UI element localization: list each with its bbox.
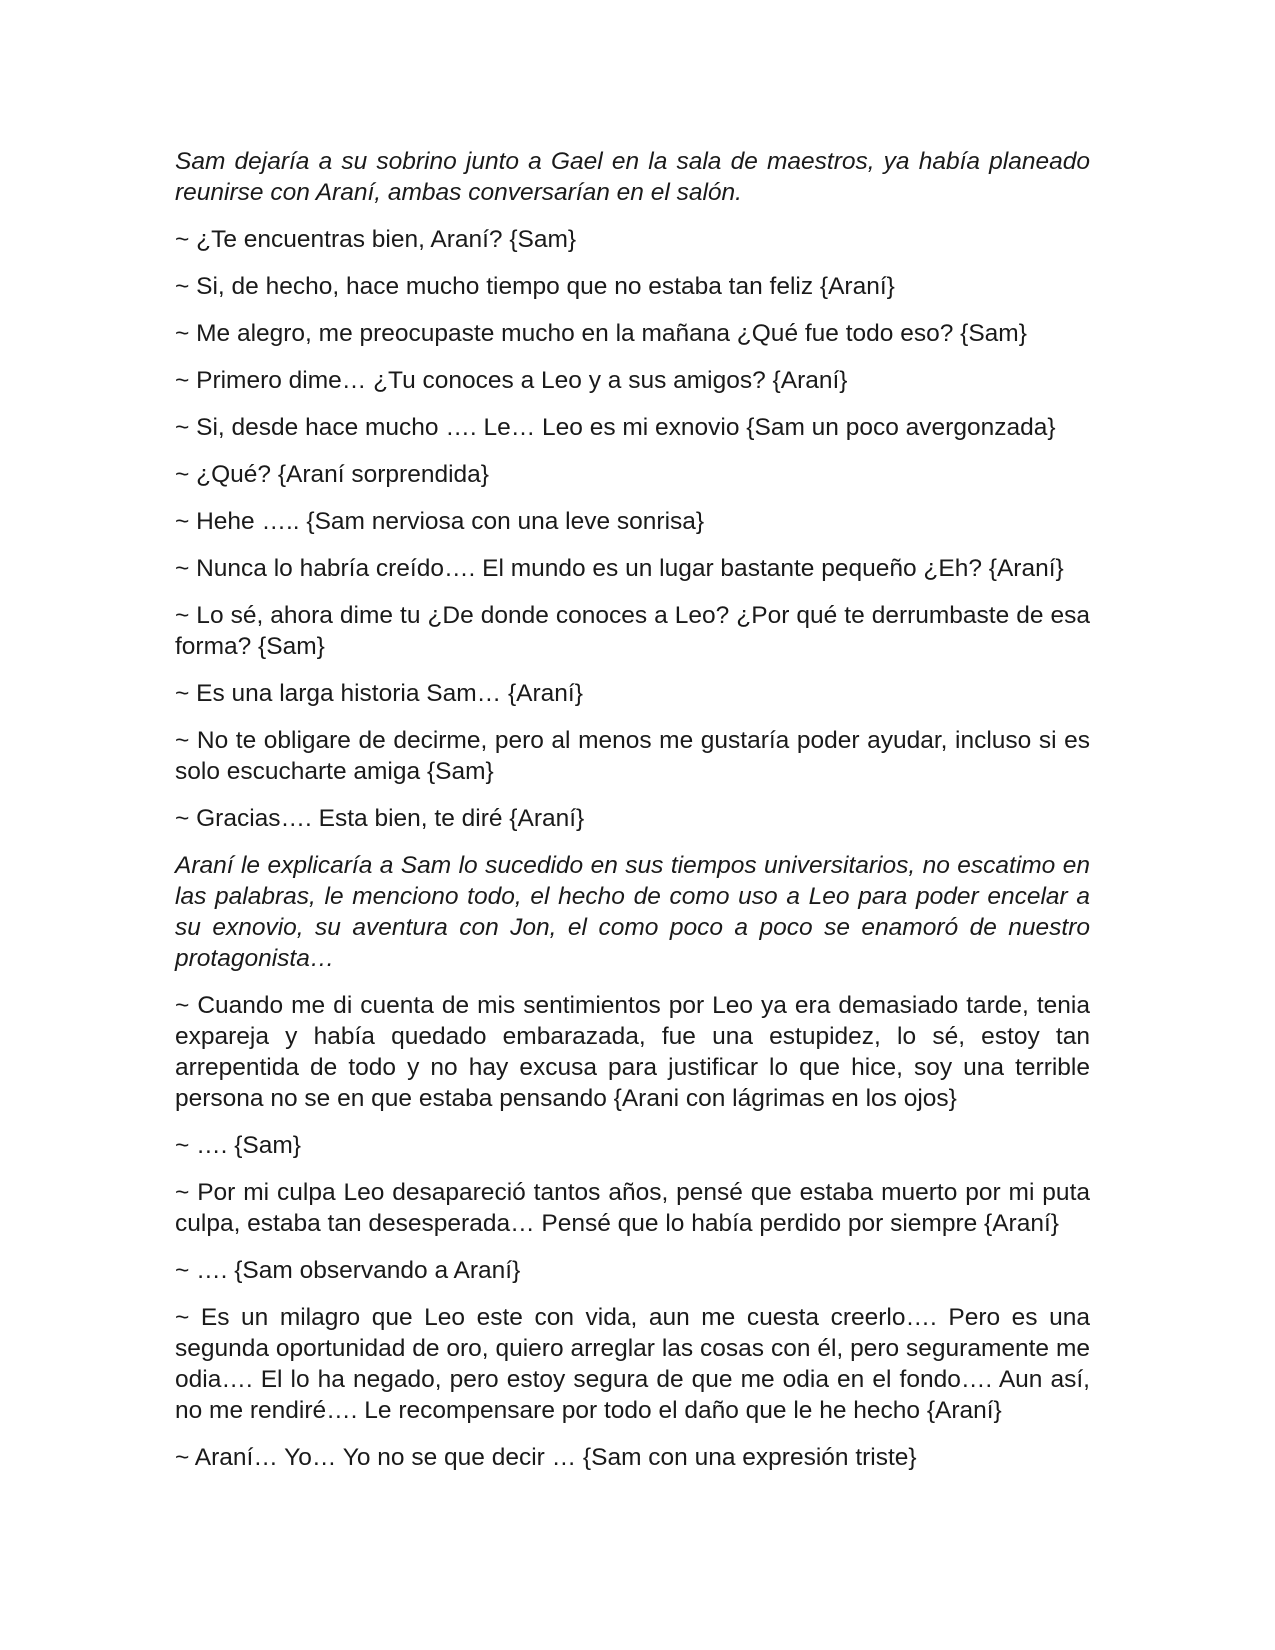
dialogue-line: ~ ¿Te encuentras bien, Araní? {Sam} <box>175 226 577 253</box>
dialogue-line: ~ Primero dime… ¿Tu conoces a Leo y a sus amigos? {Araní} <box>175 367 848 394</box>
dialogue-line: ~ …. {Sam} <box>175 1132 301 1159</box>
document-page <box>175 146 1090 1489</box>
dialogue-line: ~ Gracias…. Esta bien, te diré {Araní} <box>175 805 585 832</box>
dialogue-line: ~ …. {Sam observando a Araní} <box>175 1257 521 1284</box>
dialogue-line: ~ Nunca lo habría creído…. El mundo es un lugar bastante pequeño ¿Eh? {Araní} <box>175 555 1064 582</box>
dialogue-line: ~ Araní… Yo… Yo no se que decir … {Sam con una expresión triste} <box>175 1444 917 1471</box>
dialogue-line: ~ Hehe ….. {Sam nerviosa con una leve sonrisa} <box>175 508 705 535</box>
dialogue-line: ~ No te obligare de decirme, pero al menos me gustaría poder ayudar, incluso si es solo escucharte amiga {Sam} <box>175 727 1090 785</box>
dialogue-line: ~ Es un milagro que Leo este con vida, aun me cuesta creerlo…. Pero es una segunda oportunidad de oro, quiero arreglar las cosas con él, pero seguramente me odia…. El lo ha negado, pero estoy segura de que me odia en el fondo…. Aun así, no me rendiré…. Le recompensare por todo el daño que le he hecho {Araní} <box>175 1304 1090 1424</box>
narration-paragraph: Araní le explicaría a Sam lo sucedido en sus tiempos universitarios, no escatimo en las palabras, le menciono todo, el hecho de como uso a Leo para poder encelar a su exnovio, su aventura con Jon, el como poco a poco se enamoró de nuestro protagonista… <box>175 852 1090 972</box>
dialogue-line: ~ Es una larga historia Sam… {Araní} <box>175 680 583 707</box>
dialogue-line: ~ Me alegro, me preocupaste mucho en la mañana ¿Qué fue todo eso? {Sam} <box>175 320 1027 347</box>
dialogue-line: ~ Cuando me di cuenta de mis sentimientos por Leo ya era demasiado tarde, tenia expareja y había quedado embarazada, fue una estupidez, lo sé, estoy tan arrepentida de todo y no hay excusa para justificar lo que hice, soy una terrible persona no se en que estaba pensando {Arani con lágrimas en los ojos} <box>175 992 1090 1112</box>
dialogue-line: ~ Lo sé, ahora dime tu ¿De donde conoces a Leo? ¿Por qué te derrumbaste de esa forma? {Sam} <box>175 602 1090 660</box>
dialogue-line: ~ Por mi culpa Leo desapareció tantos años, pensé que estaba muerto por mi puta culpa, estaba tan desesperada… Pensé que lo había perdido por siempre {Araní} <box>175 1179 1090 1237</box>
narration-paragraph: Sam dejaría a su sobrino junto a Gael en la sala de maestros, ya había planeado reunirse con Araní, ambas conversarían en el salón. <box>175 148 1090 206</box>
dialogue-line: ~ Si, de hecho, hace mucho tiempo que no estaba tan feliz {Araní} <box>175 273 895 300</box>
dialogue-line: ~ ¿Qué? {Araní sorprendida} <box>175 461 489 488</box>
dialogue-line: ~ Si, desde hace mucho …. Le… Leo es mi exnovio {Sam un poco avergonzada} <box>175 414 1056 441</box>
